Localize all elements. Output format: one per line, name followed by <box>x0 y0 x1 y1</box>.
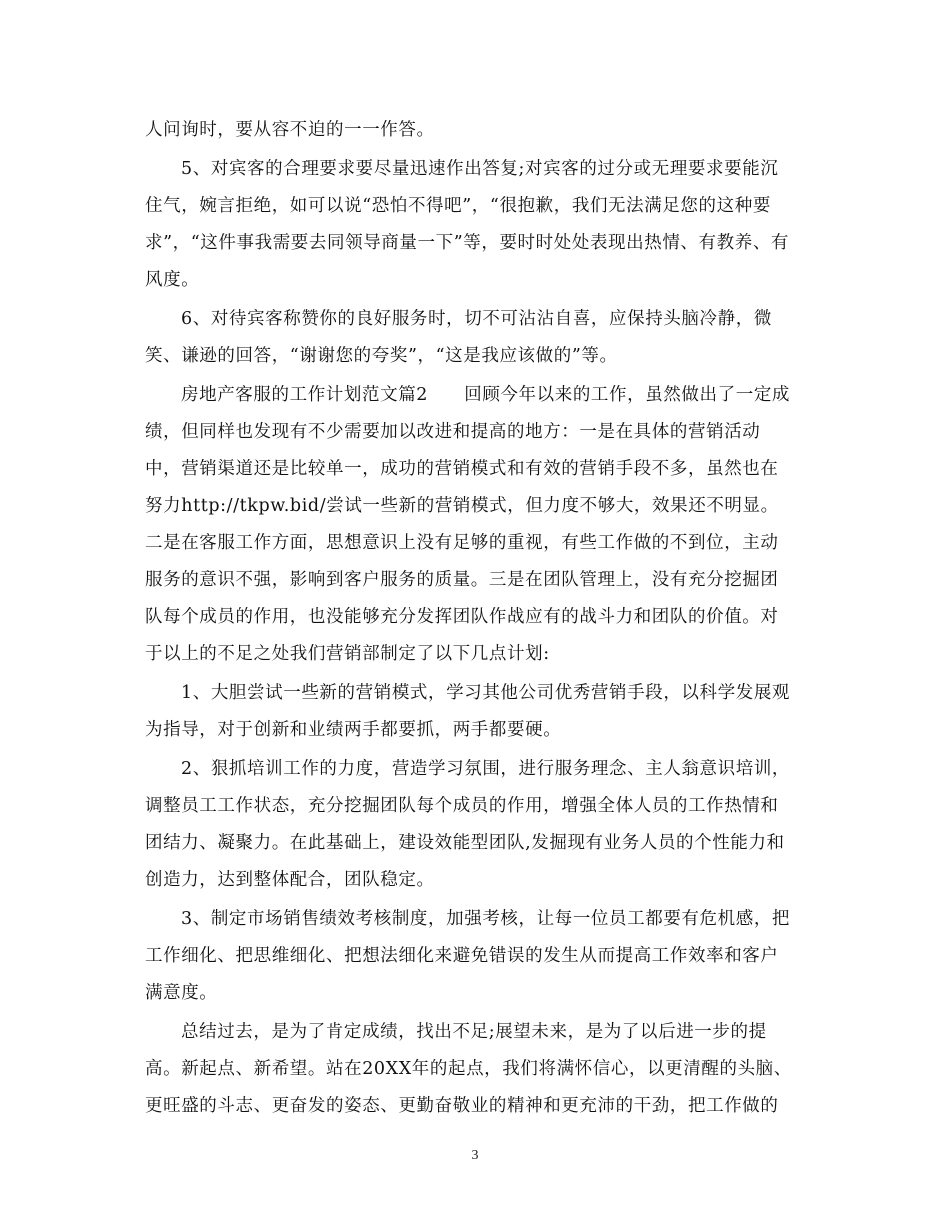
text-line: 人问询时，要从容不迫的一一作答。 <box>145 120 435 140</box>
text-line: 住气，婉言拒绝，如可以说“恐怕不得吧”，“很抱歉，我们无法满足您的这种要 <box>145 196 771 216</box>
text-line: 风度。 <box>145 270 200 290</box>
document-body <box>145 112 810 1125</box>
text-line: 为指导，对于创新和业绩两手都要抓，两手都要硬。 <box>145 720 562 740</box>
text-line: 高。新起点、新希望。站在20XX年的起点，我们将满怀信心，以更清醒的头脑、 <box>145 1059 792 1079</box>
summary-line-1: 总结过去，是为了肯定成绩，找出不足;展望未来，是为了以后进一步的提 <box>181 1022 767 1042</box>
text-line: 工作细化、把思维细化、把想法细化来避免错误的发生从而提高工作效率和客户 <box>145 946 779 966</box>
paragraph-6-line-1: 6、对待宾客称赞你的良好服务时，切不可沾沾自喜，应保持头脑冷静，微 <box>181 309 772 329</box>
plan-item-3-line-1: 3、制定市场销售绩效考核制度，加强考核，让每一位员工都要有危机感，把 <box>181 909 791 929</box>
paragraph-5-line-1: 5、对宾客的合理要求要尽量迅速作出答复;对宾客的过分或无理要求要能沉 <box>181 159 779 179</box>
text-line: 服务的意识不强，影响到客户服务的质量。三是在团队管理上，没有充分挖掘团 <box>145 570 779 590</box>
text-line: 努力http://tkpw.bid/尝试一些新的营销模式，但力度不够大，效果还不明显。 <box>145 496 779 516</box>
text-line: 调整员工工作状态，充分挖掘团队每个成员的作用，增强全体人员的工作热情和 <box>145 796 779 816</box>
text-line: 队每个成员的作用，也没能够充分发挥团队作战应有的战斗力和团队的价值。对 <box>145 607 779 627</box>
text-line: 中，营销渠道还是比较单一，成功的营销模式和有效的营销手段不多，虽然也在 <box>145 459 779 479</box>
plan-item-2-line-1: 2、狠抓培训工作的力度，营造学习氛围，进行服务理念、主人翁意识培训， <box>181 759 791 779</box>
text-line: 团结力、凝聚力。在此基础上，建设效能型团队,发掘现有业务人员的个性能力和 <box>145 833 785 853</box>
section-heading-line: 房地产客服的工作计划范文篇2 回顾今年以来的工作，虽然做出了一定成 <box>181 385 791 405</box>
text-line: 创造力，达到整体配合，团队稳定。 <box>145 870 435 890</box>
page-number: 3 <box>471 1148 479 1163</box>
text-line: 二是在客服工作方面，思想意识上没有足够的重视，有些工作做的不到位，主动 <box>145 533 779 553</box>
text-line: 求”，“这件事我需要去同领导商量一下”等，要时时处处表现出热情、有教养、有 <box>145 233 790 253</box>
text-line: 绩，但同样也发现有不少需要加以改进和提高的地方：一是在具体的营销活动 <box>145 422 761 442</box>
plan-item-1-line-1: 1、大胆尝试一些新的营销模式，学习其他公司优秀营销手段，以科学发展观 <box>181 683 791 703</box>
text-line: 更旺盛的斗志、更奋发的姿态、更勤奋敬业的精神和更充沛的干劲，把工作做的 <box>145 1096 779 1116</box>
text-line: 满意度。 <box>145 983 218 1003</box>
text-line: 于以上的不足之处我们营销部制定了以下几点计划: <box>145 644 550 664</box>
text-line: 笑、谦逊的回答，“谢谢您的夸奖”，“这是我应该做的”等。 <box>145 346 618 366</box>
